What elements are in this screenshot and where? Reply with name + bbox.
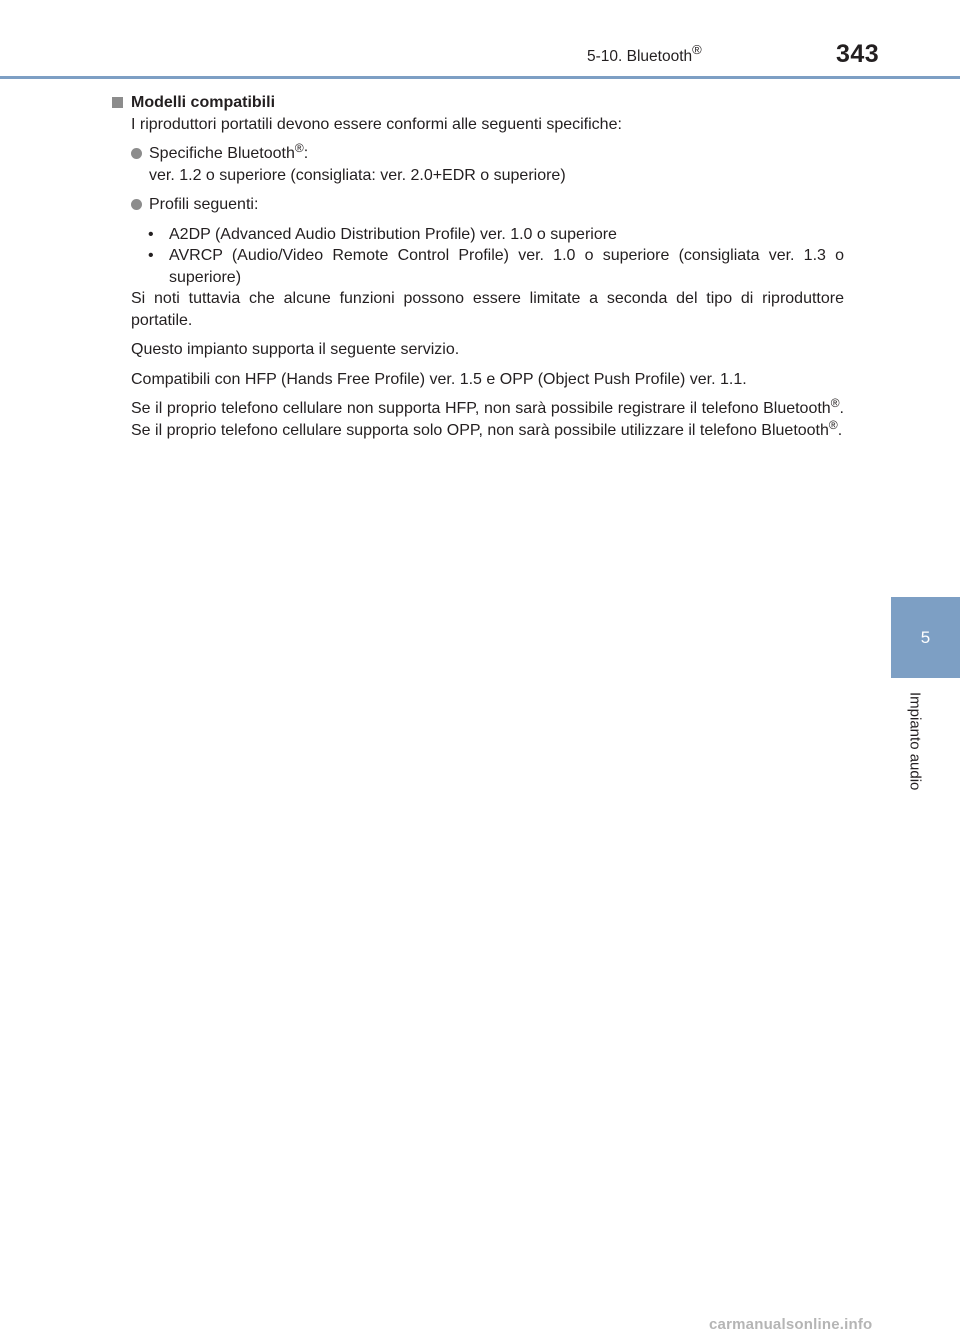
- compat-text: Compatibili con HFP (Hands Free Profile) ver. 1.5 e OPP (Object Push Profile) ver. 1.1.: [131, 370, 747, 388]
- final-paragraph: Se il proprio telefono cellulare non supporta HFP, non sarà possibile registrare il telefono Bluetooth®. Se il proprio telefono cellulare supporta solo OPP, non sarà possibile utilizzare il telefono Bluetooth®.: [131, 396, 844, 439]
- square-bullet-icon: [112, 97, 123, 108]
- circle-bullet-icon: [131, 199, 142, 210]
- header-section-title: 5-10. Bluetooth®: [587, 42, 702, 65]
- service-text: Questo impianto supporta il seguente servizio.: [131, 341, 460, 358]
- chapter-title: Impianto audio: [906, 692, 924, 791]
- header-divider: [0, 76, 960, 79]
- circle-bullet-icon: [131, 148, 142, 159]
- dot-bullet-icon: •: [148, 225, 154, 243]
- list-item: Profili seguenti:: [131, 194, 844, 216]
- sub-list-item: • AVRCP (Audio/Video Remote Control Profile) ver. 1.0 o superiore (consigliata ver. 1.3 o superiore): [148, 247, 844, 286]
- bluetooth-version-text: ver. 1.2 o superiore (consigliata: ver. 2.0+EDR o superiore): [149, 166, 566, 184]
- chapter-number: 5: [920, 627, 931, 647]
- registered-mark: ®: [692, 42, 702, 57]
- section-heading: Modelli compatibili: [131, 92, 844, 114]
- page-content: [131, 92, 844, 441]
- list-item: Specifiche Bluetooth®: ver. 1.2 o superiore (consigliata: ver. 2.0+EDR o superiore): [131, 143, 844, 186]
- dot-bullet-icon: •: [148, 247, 154, 264]
- page-number: 343: [836, 40, 880, 68]
- sub-list-item: • A2DP (Advanced Audio Distribution Profile) ver. 1.0 o superiore: [131, 224, 844, 246]
- intro-text: I riproduttori portatili devono essere conformi alle seguenti specifiche:: [131, 115, 622, 133]
- chapter-tab[interactable]: [891, 597, 960, 678]
- note-text: Si noti tuttavia che alcune funzioni possono essere limitate a seconda del tipo di riproduttore portatile.: [131, 290, 844, 329]
- watermark: carmanualsonline.info: [709, 1316, 873, 1333]
